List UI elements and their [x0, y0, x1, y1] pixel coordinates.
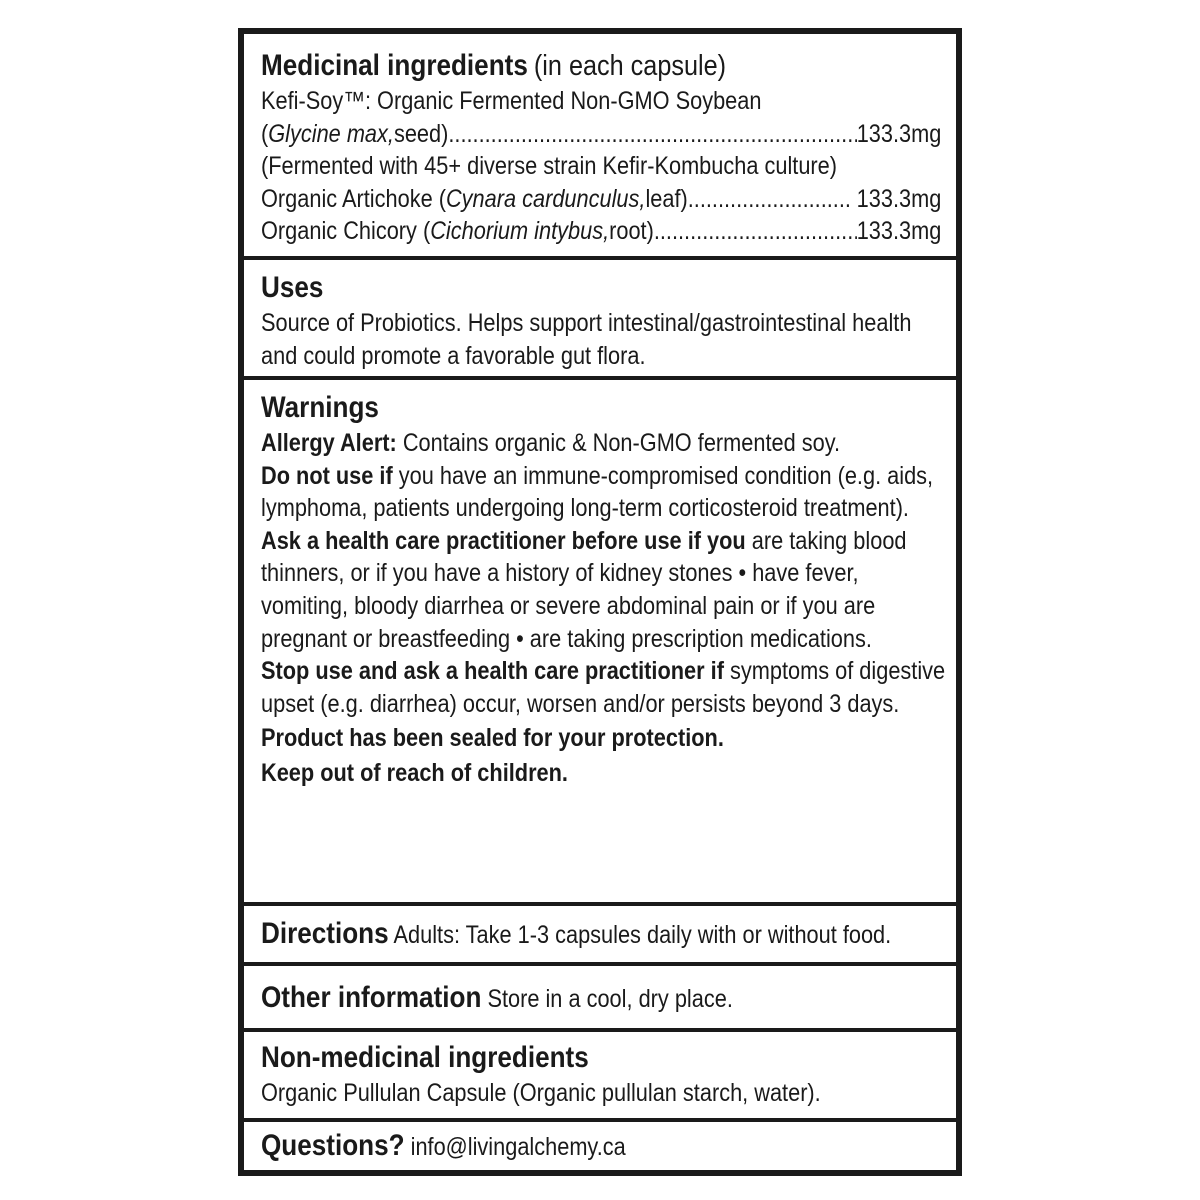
ask-label: Ask a health care practitioner before use if you [261, 526, 746, 555]
ingredient-name: Organic Chicory ( [261, 217, 431, 245]
uses-section [244, 256, 956, 376]
other-text: Store in a cool, dry place. [481, 985, 733, 1013]
do-not-use-text: you have an immune-compromised condition (e.g. aids, lymphoma, patients undergoing long-term corticosteroid treatment). [261, 461, 934, 523]
ingredient-row-artichoke [261, 183, 941, 216]
ask-text: are taking blood thinners, or if you have a history of kidney stones • have fever, vomiting, bloody diarrhea or severe abdominal pain or if you are pregnant or breastfeeding • are taking prescription medications. [261, 526, 907, 653]
amount: 133.3mg [856, 217, 942, 245]
dot-leader [654, 215, 857, 248]
children-notice: Keep out of reach of children. [261, 758, 568, 787]
paren: ( [261, 119, 269, 148]
non-medicinal-section [244, 1028, 956, 1118]
directions-heading: Directions [261, 917, 389, 950]
dot-leader [448, 118, 856, 151]
amount: 133.3mg [856, 119, 942, 148]
sealed-notice: Product has been sealed for your protection. [261, 724, 724, 753]
nonmed-heading: Non-medicinal ingredients [261, 1041, 589, 1074]
latin-name: Glycine max, [268, 119, 394, 148]
contact-email[interactable]: info@livingalchemy.ca [404, 1133, 626, 1161]
medicinal-heading-note: (in each capsule) [533, 50, 727, 82]
ingredient-name: Organic Artichoke ( [261, 184, 446, 213]
kefisoy-name: Kefi-Soy™: Organic Fermented Non-GMO Soybean [261, 87, 762, 115]
stop-text: symptoms of digestive upset (e.g. diarrhea) occur, worsen and/or persists beyond 3 days. [261, 657, 946, 718]
ask-practitioner [261, 525, 946, 655]
do-not-use [261, 460, 946, 525]
amount: 133.3mg [850, 184, 942, 213]
medicinal-heading: Medicinal ingredients [261, 49, 528, 82]
allergy-label: Allergy Alert: [261, 429, 397, 457]
nonmed-text: Organic Pullulan Capsule (Organic pullulan starch, water). [261, 1079, 821, 1107]
warnings-heading: Warnings [261, 391, 379, 424]
allergy-text: Contains organic & Non-GMO fermented soy. [396, 429, 841, 457]
plant-part: root) [609, 217, 654, 245]
latin-name: Cichorium intybus, [430, 217, 610, 245]
directions-text: Adults: Take 1-3 capsules daily with or without food. [388, 921, 892, 949]
medicinal-ingredients-section [244, 34, 956, 256]
kefisoy-note: (Fermented with 45+ diverse strain Kefir-Kombucha culture) [261, 152, 838, 180]
ingredient-row-kefisoy [261, 118, 941, 151]
product-label [238, 28, 962, 1176]
plant-part: leaf) [645, 184, 688, 213]
questions-heading: Questions? [261, 1129, 405, 1162]
dot-leader [688, 183, 851, 216]
uses-heading: Uses [261, 271, 324, 304]
stop-label: Stop use and ask a health care practitioner if [261, 657, 724, 686]
stop-use [261, 655, 946, 720]
questions-section [244, 1118, 956, 1170]
other-information-section [244, 962, 956, 1028]
ingredient-row-chicory [261, 215, 941, 248]
directions-section [244, 902, 956, 962]
uses-text: Source of Probiotics. Helps support intestinal/gastrointestinal health and could promote a favorable gut flora. [261, 309, 912, 370]
plant-part: seed) [393, 119, 449, 148]
latin-name: Cynara cardunculus, [445, 184, 646, 213]
warnings-section [244, 376, 956, 902]
allergy-alert [261, 427, 946, 460]
other-heading: Other information [261, 981, 482, 1014]
do-not-use-label: Do not use if [261, 461, 393, 490]
